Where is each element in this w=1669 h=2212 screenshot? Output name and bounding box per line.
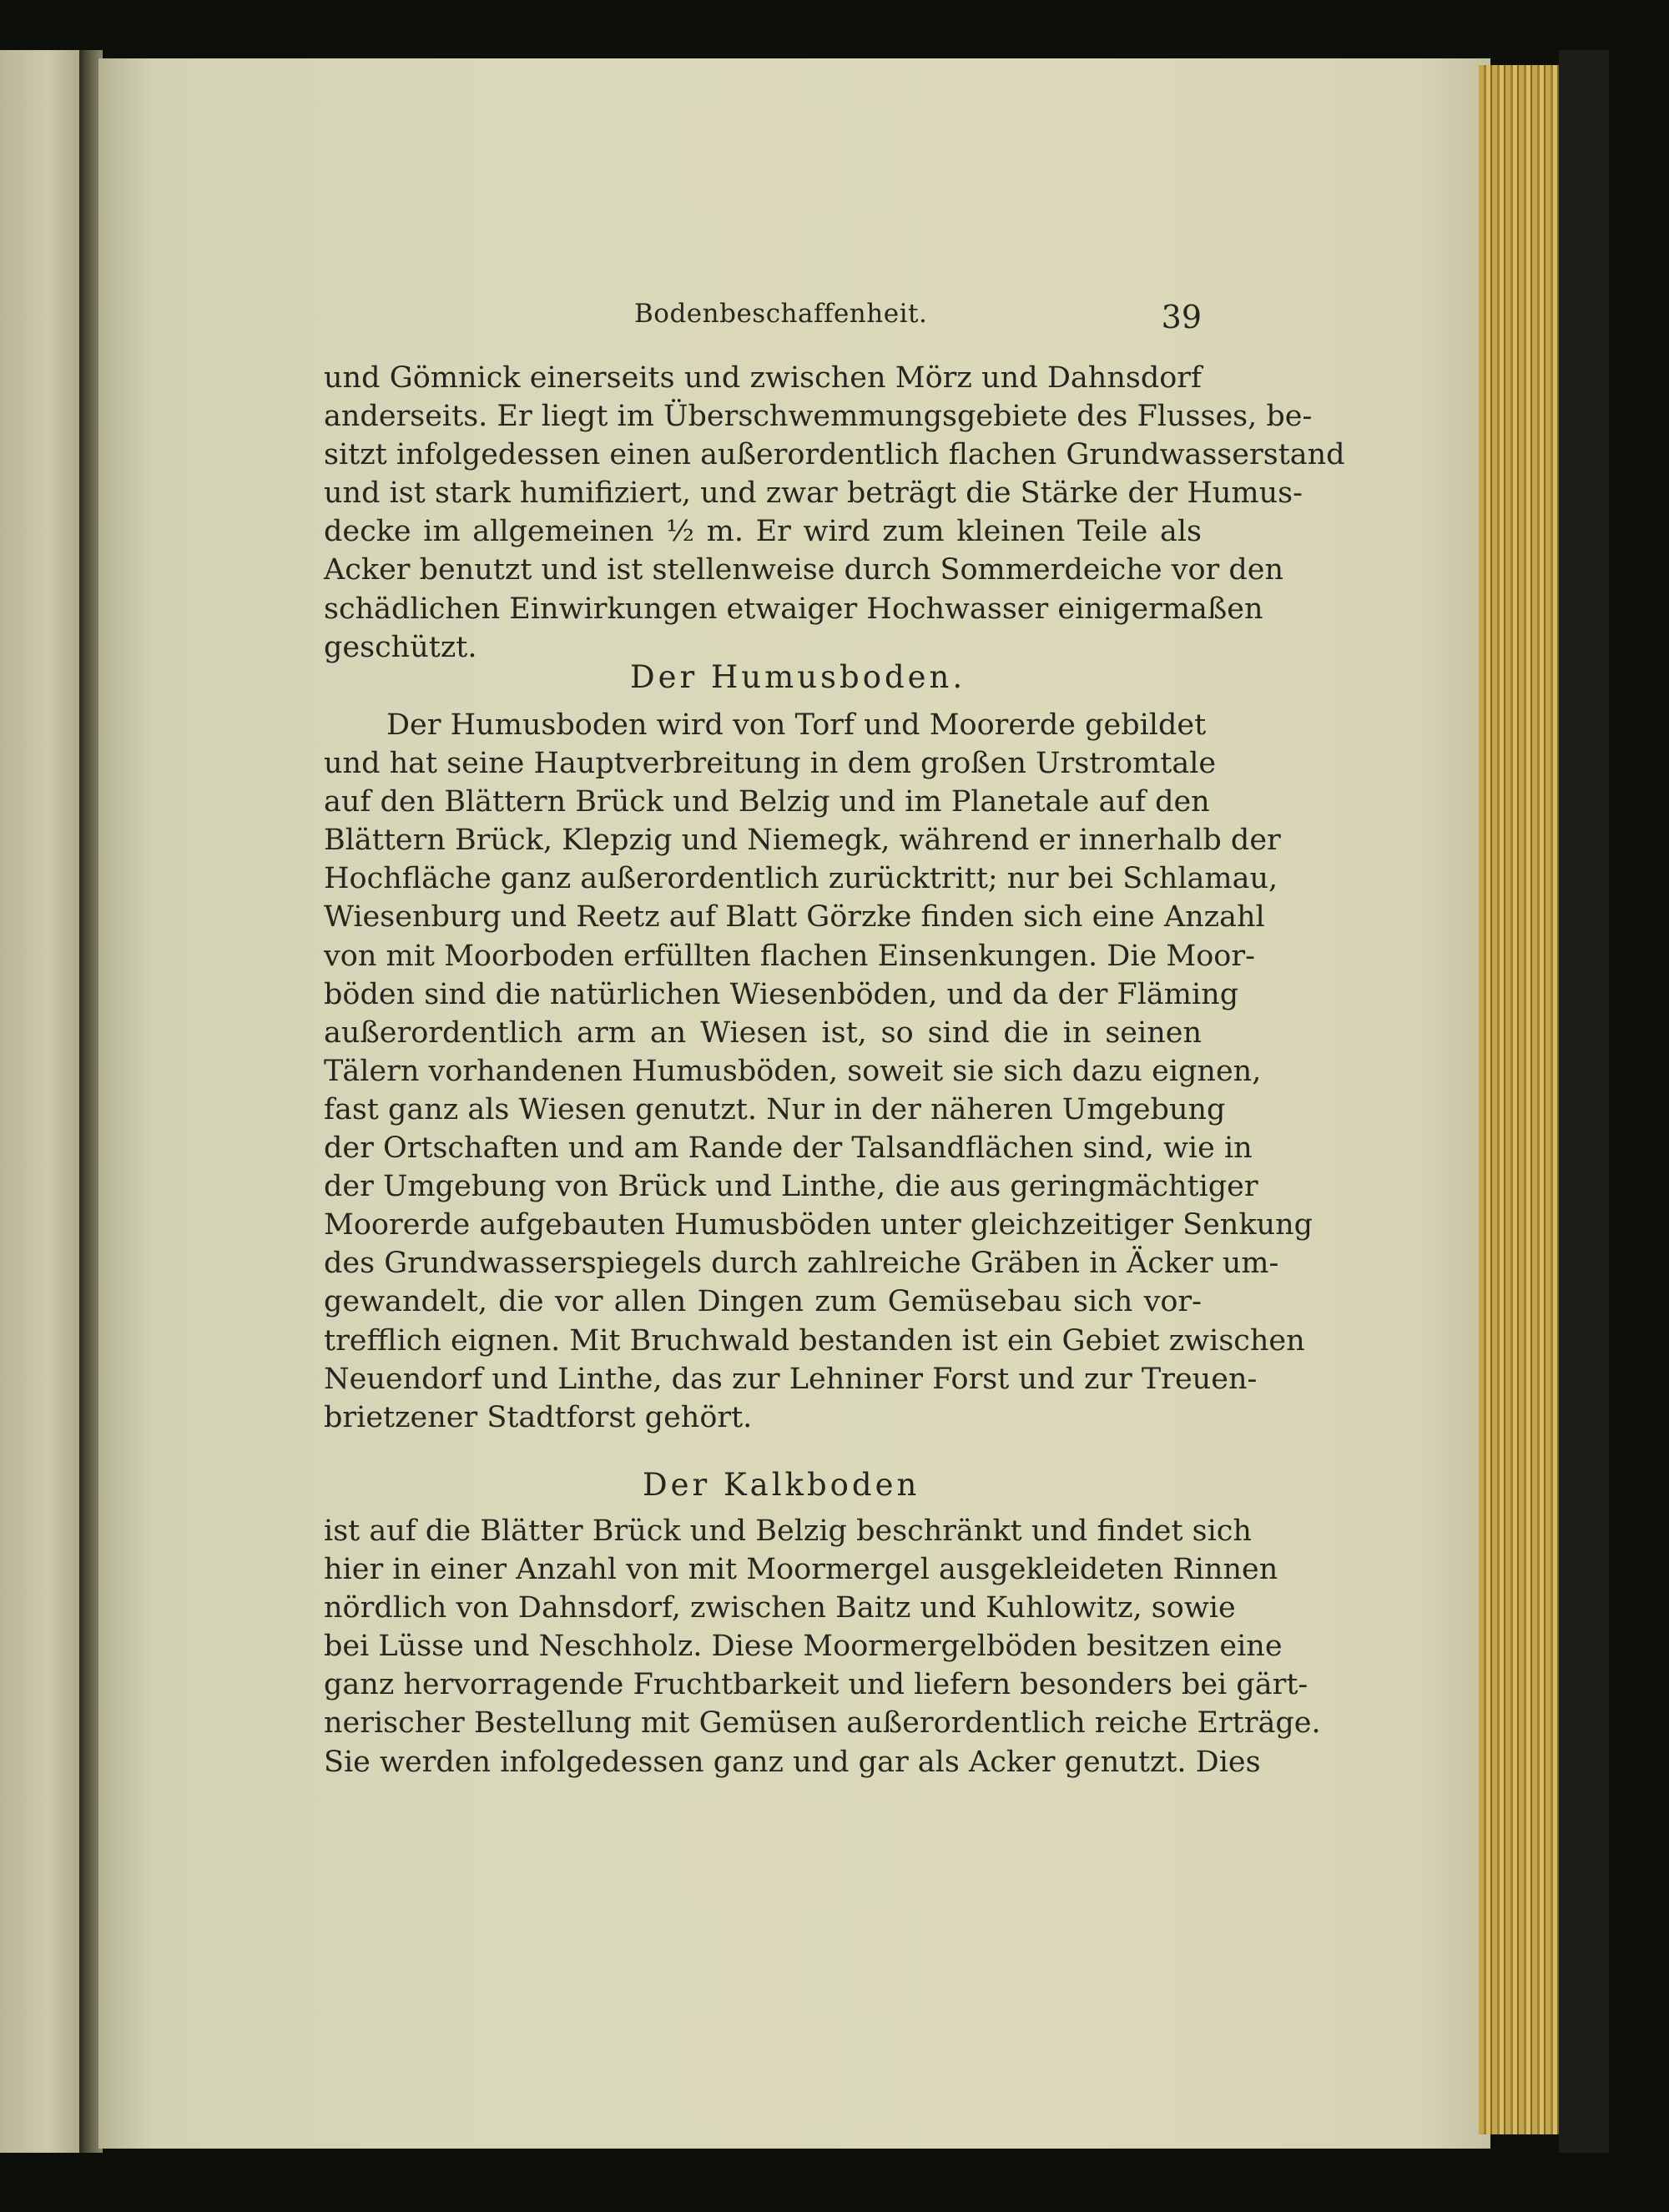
- text-line: und Gömnick einerseits und zwischen Mörz und Dahnsdorf: [324, 361, 1202, 395]
- text-line: hier in einer Anzahl von mit Moormergel ausgekleideten Rinnen: [324, 1553, 1278, 1587]
- text-line: Neuendorf und Linthe, das zur Lehniner Forst und zur Treuen-: [324, 1362, 1258, 1396]
- text-line: brietzener Stadtforst gehört.: [324, 1400, 753, 1434]
- section-heading-kalkboden: Der Kalkboden: [643, 1467, 920, 1503]
- text-line: gewandelt, die vor allen Dingen zum Gemüsebau sich vor-: [324, 1285, 1202, 1319]
- text-line: Wiesenburg und Reetz auf Blatt Görzke finden sich eine Anzahl: [324, 900, 1265, 935]
- text-line: der Umgebung von Brück und Linthe, die aus geringmächtiger: [324, 1170, 1258, 1204]
- paragraph-3: [324, 1512, 1321, 1781]
- text-line: von mit Moorboden erfüllten flachen Einsenkungen. Die Moor-: [324, 939, 1255, 973]
- text-line: des Grundwasserspiegels durch zahlreiche Gräben in Äcker um-: [324, 1247, 1279, 1281]
- running-head: Bodenbeschaffenheit.: [634, 299, 928, 329]
- text-line: Sie werden infolgedessen ganz und gar als Acker genutzt. Dies: [324, 1745, 1261, 1779]
- text-line: auf den Blättern Brück und Belzig und im Planetale auf den: [324, 785, 1210, 819]
- book-cover-edge: [1559, 50, 1609, 2153]
- text-line: Moorerde aufgebauten Humusböden unter gleichzeitiger Senkung: [324, 1208, 1314, 1242]
- text-line: und ist stark humifiziert, und zwar beträgt die Stärke der Humus-: [324, 476, 1303, 511]
- text-line: ist auf die Blätter Brück und Belzig beschränkt und findet sich: [324, 1514, 1252, 1548]
- text-line: fast ganz als Wiesen genutzt. Nur in der näheren Umgebung: [324, 1092, 1226, 1126]
- text-line: außerordentlich arm an Wiesen ist, so sind die in seinen: [324, 1015, 1202, 1050]
- text-line: geschützt.: [324, 630, 477, 664]
- paragraph-1: [324, 359, 1345, 667]
- text-line: nördlich von Dahnsdorf, zwischen Baitz und Kuhlowitz, sowie: [324, 1591, 1236, 1625]
- paragraph-2: [324, 706, 1314, 1437]
- text-line: der Ortschaften und am Rande der Talsandflächen sind, wie in: [324, 1131, 1253, 1166]
- text-line: Acker benutzt und ist stellenweise durch Sommerdeiche vor den: [324, 553, 1284, 587]
- text-line: nerischer Bestellung mit Gemüsen außerordentlich reiche Erträge.: [324, 1706, 1321, 1741]
- section-heading-humusboden: Der Humusboden.: [630, 659, 966, 695]
- text-line: Der Humusboden wird von Torf und Moorerde gebildet: [386, 708, 1207, 742]
- text-line: ganz hervorragende Fruchtbarkeit und liefern besonders bei gärt-: [324, 1668, 1308, 1702]
- text-line: decke im allgemeinen ½ m. Er wird zum kleinen Teile als: [324, 515, 1202, 549]
- page-number: 39: [1161, 299, 1202, 335]
- text-line: anderseits. Er liegt im Überschwemmungsgebiete des Flusses, be-: [324, 400, 1313, 434]
- text-line: böden sind die natürlichen Wiesenböden, und da der Fläming: [324, 977, 1239, 1011]
- page-header: [634, 299, 1202, 349]
- text-line: sitzt infolgedessen einen außerordentlich flachen Grundwasserstand: [324, 438, 1345, 472]
- text-line: Hochfläche ganz außerordentlich zurücktritt; nur bei Schlamau,: [324, 862, 1278, 896]
- previous-page-edge: [0, 50, 79, 2153]
- text-line: trefflich eignen. Mit Bruchwald bestanden ist ein Gebiet zwischen: [324, 1323, 1305, 1358]
- text-line: Blättern Brück, Klepzig und Niemegk, während er innerhalb der: [324, 824, 1281, 858]
- text-line: Tälern vorhandenen Humusböden, soweit sie sich dazu eignen,: [324, 1054, 1262, 1088]
- page-edges: [1479, 65, 1559, 2134]
- text-line: und hat seine Hauptverbreitung in dem großen Urstromtale: [324, 747, 1217, 781]
- text-line: bei Lüsse und Neschholz. Diese Moormergelböden besitzen eine: [324, 1630, 1283, 1664]
- text-line: schädlichen Einwirkungen etwaiger Hochwasser einigermaßen: [324, 592, 1263, 626]
